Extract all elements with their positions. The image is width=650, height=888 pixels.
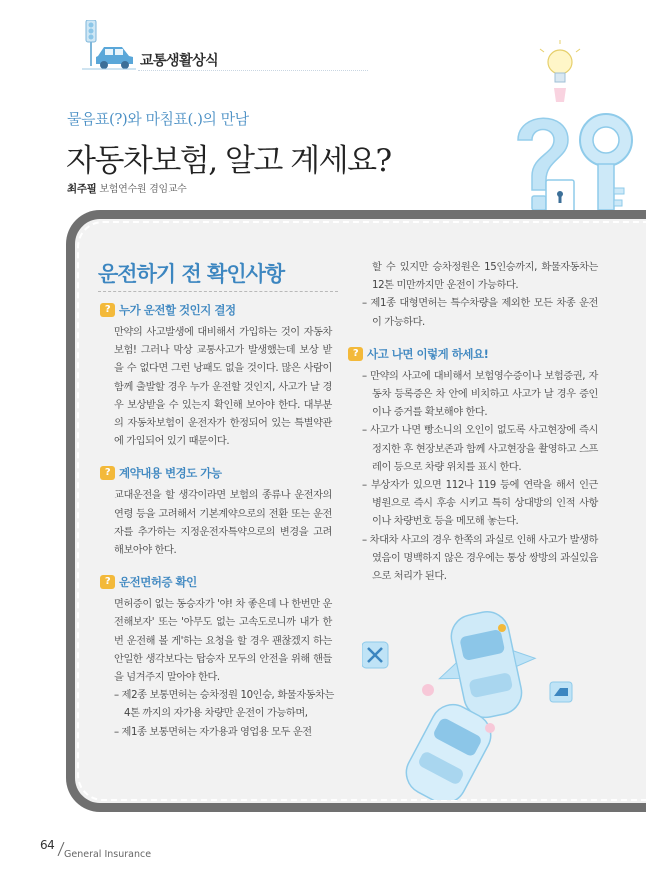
section-body: 교대운전을 할 생각이라면 보험의 종류나 운전자의 연령 등을 고려해서 기본계약으로의 전환 또는 운전자를 추가하는 지정운전자특약으로의 변경을 고려해보아야 한다. [114, 490, 332, 557]
list-item: – 제1종 대형면허는 특수차량을 제외한 모든 차종 운전이 가능하다. [362, 298, 598, 328]
list-item: – 부상자가 있으면 112나 119 등에 연락을 해서 인근 병원으로 즉시 후송 시키고 특히 상대방의 인적 사항이나 차량번호 등을 메모해 놓는다. [362, 480, 598, 528]
header-divider [138, 70, 368, 71]
article-title: 자동차보험, 알고 계세요? [66, 143, 391, 179]
section-heading [100, 300, 336, 320]
article-subtitle: 물음표(?)와 마침표(.)의 만남 [67, 110, 249, 128]
page-number: 64 [40, 838, 55, 852]
continued-text: 할 수 있지만 승차정원은 15인승까지, 화물자동차는 12톤 미만까지만 운전이 가능하다. [372, 262, 598, 292]
section-body: 면허증이 없는 동승자가 '야! 차 좋은데 나 한번만 운전해보자' 또는 '아무도 없는 고속도로니까 내가 한번 운전해 볼 게'하는 요청을 할 경우 괜찮겠지 하는 안일한 생각보다는 탑승자 모두의 안전을 위해 핸들을 넘겨주지 말아야 한다. [114, 599, 332, 684]
section-heading [100, 572, 336, 592]
question-badge-icon: ? [100, 575, 115, 589]
publication-name: General Insurance [64, 849, 152, 860]
section-title: 누가 운전할 것인지 결정 [119, 302, 236, 317]
author-line [67, 180, 187, 196]
list-item: – 차대차 사고의 경우 한쪽의 과실로 인해 사고가 발생하였음이 명백하지 않은 경우에는 통상 쌍방의 과실있음으로 처리가 된다. [362, 534, 598, 583]
section-heading [348, 344, 600, 364]
section-title: 사고 나면 이렇게 하세요! [367, 346, 489, 361]
list-item: – 만약의 사고에 대비해서 보험영수증이나 보험증권, 자동차 등록증은 차 안에 비치하고 사고가 날 경우 증인이나 증거를 확보해야 한다. [362, 370, 598, 419]
section-body: 만약의 사고발생에 대비해서 가입하는 것이 자동차보험! 그러나 막상 교통사고가 발생했는데 보상 받을 수 없다면 그런 낭패도 없을 것이다. 많은 사람이 함께 출발할 경우 누가 운전할 것인지, 사고가 날 경우 보상받을 수 있는지 확인해 보아야 한다. 대부분의 자동차보험이 운전자가 한정되어 있는 특별약관에 가입되어 있기 때문이다. [114, 327, 332, 448]
right-column [348, 259, 600, 586]
section-title: 운전면허증 확인 [119, 575, 197, 590]
list-item: – 사고가 나면 빵소니의 오인이 없도록 사고현장에 즉시 정지한 후 현장보존과 함께 사고현장을 촬영하고 스프레이 등으로 차량 위치를 표시 한다. [362, 425, 598, 473]
question-key-illustration [510, 40, 640, 220]
question-badge-icon: ? [100, 303, 115, 317]
question-badge-icon: ? [100, 466, 115, 480]
section-heading [100, 463, 336, 483]
question-badge-icon: ? [348, 347, 363, 361]
traffic-car-icon [80, 20, 136, 70]
author-name: 최주필 [67, 183, 97, 195]
author-affiliation: 보험연수원 겸임교수 [99, 184, 187, 195]
list-item: – 제1종 보통면허는 자가용과 영업용 모두 운전 [114, 726, 312, 738]
box-title-divider [98, 291, 338, 292]
list-item: – 제2종 보통면허는 승차정원 10인승, 화물자동차는 4톤 까지의 자가용 차량만 운전이 가능하며, [114, 690, 334, 720]
left-column [100, 300, 336, 742]
car-accident-illustration [362, 608, 592, 800]
section-title: 계약내용 변경도 가능 [119, 466, 222, 481]
box-title: 운전하기 전 확인사항 [98, 262, 285, 286]
section-label: 교통생활상식 [140, 53, 219, 69]
